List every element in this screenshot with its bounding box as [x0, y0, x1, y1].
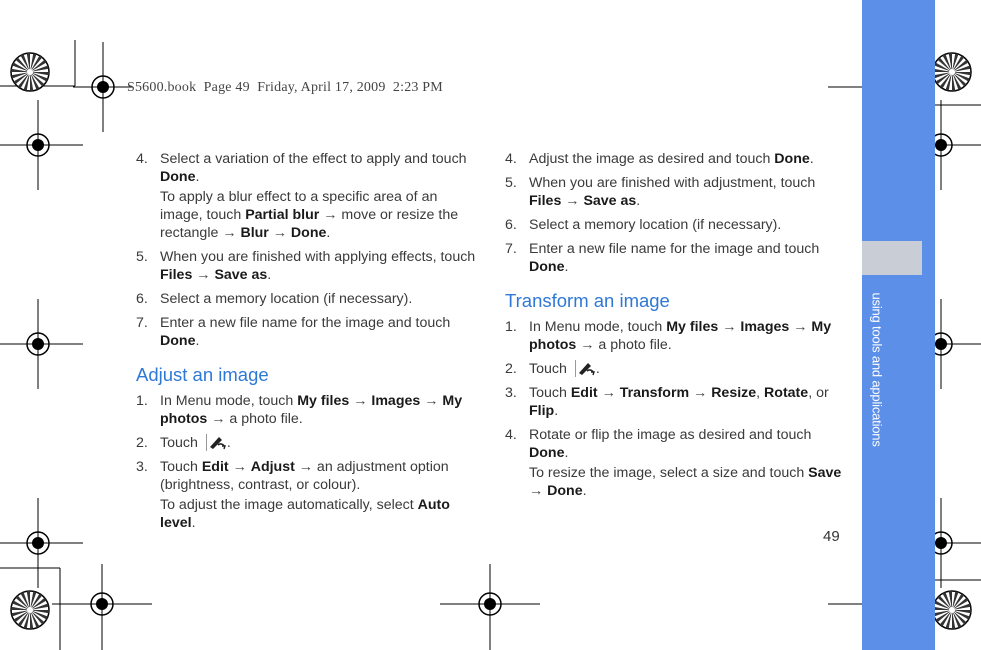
step-text: Touch . — [529, 361, 600, 377]
step-text: Select a variation of the effect to apply and touch Done. — [160, 151, 467, 185]
color-wheel-icon — [933, 591, 971, 629]
step-number: 1. — [505, 319, 517, 335]
right-column — [505, 150, 850, 506]
list-item — [505, 174, 850, 210]
step-text: In Menu mode, touch My files → Images → My photos → a photo file. — [160, 393, 463, 427]
step-text: In Menu mode, touch My files → Images → My photos → a photo file. — [529, 319, 832, 353]
list-item — [136, 290, 481, 308]
list-item — [136, 248, 481, 284]
step-number: 4. — [505, 427, 517, 443]
color-wheel-icon — [933, 53, 971, 91]
section-title-transform: Transform an image — [505, 290, 670, 311]
list-item — [136, 392, 481, 428]
step-text: Touch Edit → Adjust → an adjustment option (brightness, contrast, or colour). — [160, 459, 449, 493]
list-item — [136, 434, 481, 452]
step-number: 4. — [505, 151, 517, 167]
page-number: 49 — [823, 528, 840, 545]
color-wheel-icon — [11, 53, 49, 91]
step-text: Select a memory location (if necessary). — [160, 291, 413, 307]
step-note: To resize the image, select a size and touch Save → Done. — [529, 465, 842, 499]
registration-mark-icon — [73, 42, 133, 132]
registration-mark-icon — [52, 564, 152, 650]
section-title-adjust: Adjust an image — [136, 364, 269, 385]
registration-mark-icon — [0, 498, 83, 588]
step-text: Select a memory location (if necessary). — [529, 217, 782, 233]
list-item — [505, 318, 850, 354]
list-item — [505, 150, 850, 168]
list-item — [505, 384, 850, 420]
list-item — [505, 216, 850, 234]
step-number: 7. — [505, 241, 517, 257]
side-tab-label: using tools and applications — [869, 292, 885, 447]
step-text: Rotate or flip the image as desired and touch Done. — [529, 427, 812, 461]
list-item — [136, 150, 481, 242]
registration-mark-icon — [440, 564, 540, 650]
step-note: To adjust the image automatically, select Auto level. — [160, 497, 450, 531]
step-number: 3. — [505, 385, 517, 401]
step-number: 5. — [136, 249, 148, 265]
step-number: 3. — [136, 459, 148, 475]
step-number: 2. — [505, 361, 517, 377]
list-item — [136, 314, 481, 350]
step-note: To apply a blur effect to a specific area of an image, touch Partial blur → move or resize the rectangle → Blur → Done. — [160, 189, 459, 241]
left-column — [136, 150, 481, 538]
step-text: Enter a new file name for the image and touch Done. — [160, 315, 451, 349]
step-number: 6. — [505, 217, 517, 233]
edit-tool-icon — [575, 360, 596, 377]
step-number: 4. — [136, 151, 148, 167]
step-number: 1. — [136, 393, 148, 409]
edit-tool-icon — [206, 434, 227, 451]
step-number: 5. — [505, 175, 517, 191]
registration-mark-icon — [0, 100, 83, 190]
step-text: Enter a new file name for the image and touch Done. — [529, 241, 820, 275]
step-text: Touch Edit → Transform → Resize, Rotate, or Flip. — [529, 385, 829, 419]
step-text: When you are finished with adjustment, touch Files → Save as. — [529, 175, 816, 209]
step-number: 7. — [136, 315, 148, 331]
list-item — [505, 240, 850, 276]
list-item — [136, 458, 481, 532]
print-header: S5600.book Page 49 Friday, April 17, 2009 2:23 PM — [127, 80, 443, 95]
list-item — [505, 360, 850, 378]
step-text: Adjust the image as desired and touch Done. — [529, 151, 814, 167]
registration-mark-icon — [0, 299, 83, 389]
step-number: 6. — [136, 291, 148, 307]
step-text: Touch . — [160, 435, 231, 451]
color-wheel-icon — [11, 591, 49, 629]
side-tab-marker — [862, 241, 922, 275]
step-text: When you are finished with applying effects, touch Files → Save as. — [160, 249, 476, 283]
step-number: 2. — [136, 435, 148, 451]
list-item — [505, 426, 850, 500]
